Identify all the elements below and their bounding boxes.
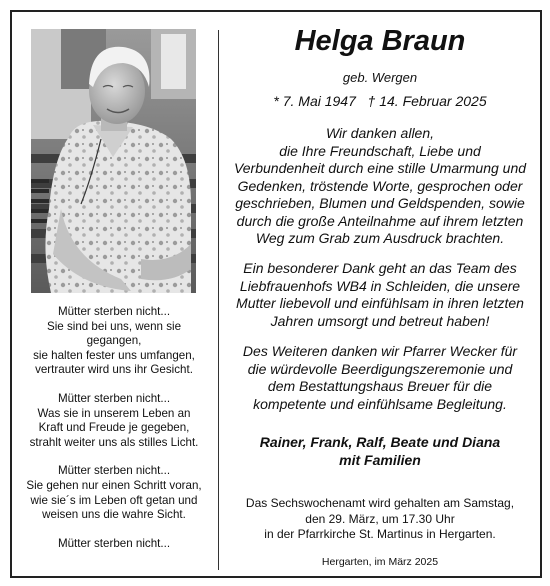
mass-notice [228,496,532,543]
text-line: kompetente und einfühlsame Begleitung. [253,395,507,412]
text-line: Wir danken allen, [325,125,435,141]
text-line: Jahren umsorgt und betreut haben! [270,312,490,329]
text-line: geschrieben, Blumen und Geldspenden, sowie [235,195,525,211]
poem-stanza-1 [14,305,214,378]
poem-line: weisen uns die wahre Sicht. [42,508,186,522]
text-line: den 29. März, um 17.30 Uhr [305,511,455,526]
text-line: durch die große Anteilnahme auf ihrem letzten [236,212,524,229]
poem-line: wie sie´s im Leben oft getan und [30,493,198,507]
place-and-date: Hergarten, im März 2025 [321,556,439,568]
poem-line: vertrauter wird uns ihr Gesicht. [35,363,193,377]
poem-line: Sie sind bei uns, wenn sie [46,319,182,333]
poem-line: Mütter sterben nicht... [57,464,171,478]
poem-line: sie halten fester uns umfangen, [33,348,195,362]
poem-line: Mütter sterben nicht... [57,305,171,318]
column-divider [218,30,219,570]
text-line: die Ihre Freundschaft, Liebe und [279,142,481,159]
poem-stanza-2 [14,392,214,450]
text-line: Gedenken, tröstende Worte, gesprochen oder [237,177,523,194]
poem-line: Sie gehen nur einen Schritt voran, [26,478,202,492]
text-line: dem Bestattungshaus Breuer für die [267,378,493,394]
family-signature [228,434,532,469]
text-line: Liebfrauenhofs WB4 in Schleiden, die unsere [239,277,521,294]
thanks-paragraph [228,125,532,248]
life-dates: * 7. Mai 1947 † 14. Februar 2025 [273,93,487,109]
poem-line: strahlt weiter uns als stilles Licht. [29,435,199,449]
text-line: Mutter liebevoll und einfühlsam in ihren letzten [236,295,524,311]
text-line: Des Weiteren danken wir Pfarrer Wecker für [242,343,518,359]
special-thanks-paragraph [228,260,532,330]
poem-stanza-4 [14,537,214,552]
text-line: Weg zum Grab zum Ausdruck brachten. [255,230,505,246]
poem-line: gegangen, [86,334,142,348]
poem [14,305,214,551]
poem-stanza-3 [14,464,214,522]
text-line: Das Sechswochenamt wird gehalten am Samstag, [245,496,515,510]
poem-line: Was sie in unserem Leben an [37,406,191,420]
text-line: Rainer, Frank, Ralf, Beate und Diana [259,434,501,450]
portrait-photo [31,29,196,293]
further-thanks-paragraph [228,343,532,413]
text-line: die würdevolle Beerdigungszeremonie und [247,360,513,377]
text-line: mit Familien [339,451,421,468]
text-line: Verbundenheit durch eine stille Umarmung und [233,160,527,176]
deceased-name: Helga Braun [294,25,466,57]
birth-name: geb. Wergen [342,70,418,85]
poem-line: Mütter sterben nicht... [57,391,171,405]
poem-line: Kraft und Freude je gegeben, [38,421,190,435]
text-line: in der Pfarrkirche St. Martinus in Hergarten. [264,527,496,541]
text-line: Ein besonderer Dank geht an das Team des [243,260,517,276]
poem-line: Mütter sterben nicht... [57,536,171,550]
